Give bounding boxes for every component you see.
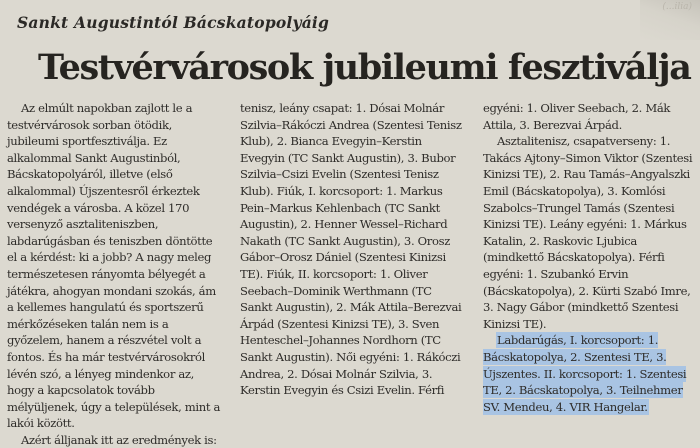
text-column-2: [240, 100, 465, 399]
text-column-3: [483, 100, 695, 415]
page-corner-shading: [640, 0, 700, 40]
football-results-paragraph[interactable]: [483, 332, 695, 415]
results-intro-paragraph: Azért álljanak itt az eredmények is:: [21, 432, 217, 447]
tennis-results-continued: egyéni: 1. Oliver Seebach, 2. Mák Attila, 3. Berezvai Árpád.: [483, 101, 671, 132]
table-tennis-results-paragraph: Asztalitenisz, csapatverseny: 1. Takács Ajtony–Simon Viktor (Szentesi Kinizsi TE), 2. Rau Tamás–Angyalszki Emil (Bácskatopolya), 3. Komlósi Szabolcs–Trungel Tamás (Szentesi Kinizsi TE). Leány egyéni: 1. Márkus Katalin, 2. Raskovic Ljubica (mindkettő Bácskatopolya). Férfi egyéni: 1. Szubankó Ervin (Bácskatopolya), 2. Kürti Szabó Imre, 3. Nagy Gábor (mindkettő Szentesi Kinizsi TE).: [483, 134, 693, 331]
text-column-1: [7, 100, 224, 448]
article-kicker: Sankt Augustintól Bácskatopolyáig: [17, 13, 330, 32]
tennis-results-paragraph: tenisz, leány csapat: 1. Dósai Molnár Szilvia–Rákóczi Andrea (Szentesi Tenisz Klub), 2. Bianca Evegyin–Kerstin Evegyin (TC Sankt Augustin), 3. Bubor Szilvia–Csizi Evelin (Szentesi Tenisz Klub). Fiúk, I. korcsoport: 1. Markus Pein–Markus Kehlenbach (TC Sankt Augustin), 2. Henner Wessel–Richard Nakath (TC Sankt Augustin), 3. Orosz Gábor–Orosz Dániel (Szentesi Kinizsi TE). Fiúk, II. korcsoport: 1. Oliver Seebach–Dominik Werthmann (TC Sankt Augustin), 2. Mák Attila–Berezvai Árpád (Szentesi Kinizsi TE), 3. Sven Henteschel–Johannes Nordhorn (TC Sankt Augustin). Női egyéni: 1. Rákóczi Andrea, 2. Dósai Molnár Szilvia, 3. Kerstin Evegyin és Csizi Evelin. Férfi: [240, 101, 462, 398]
intro-paragraph: Az elmúlt napokban zajlott le a testvérvárosok sorban ötödik, jubileumi sportfesztiválja. Ez alkalommal Sankt Augustinból, Bácskatopolyáról, illetve (első alkalommal) Újszentesről érkeztek vendégek a városba. A közel 170 versenyző asztaliteniszben, labdarúgásban és teniszben döntötte el a kérdést: ki a jobb? A nagy meleg természetesen rányomta bélyegét a játékra, ahogyan mondani szokás, ám a kellemes hangulatú és sportszerű mérkőzéseken talán nem is a győzelem, hanem a részvétel volt a fontos. És ha már testvérvárosokról lévén szó, a lényeg mindenkor az, hogy a kapcsolatok tovább mélyüljenek, úgy a települések, mint a lakói között.: [7, 101, 221, 431]
article-headline: Testvérvárosok jubileumi fesztiválja: [38, 47, 691, 88]
corner-faded-text: (...ilia): [662, 2, 692, 12]
selected-text-highlight[interactable]: Labdarúgás, I. korcsoport: 1. Bácskatopolya, 2. Szentesi TE, 3. Újszentes. II. korcsoport: 1. Szentesi TE, 2. Bácskatopolya, 3. Teilnehmer SV. Mendeu, 4. VIR Hangelar.: [483, 333, 687, 414]
